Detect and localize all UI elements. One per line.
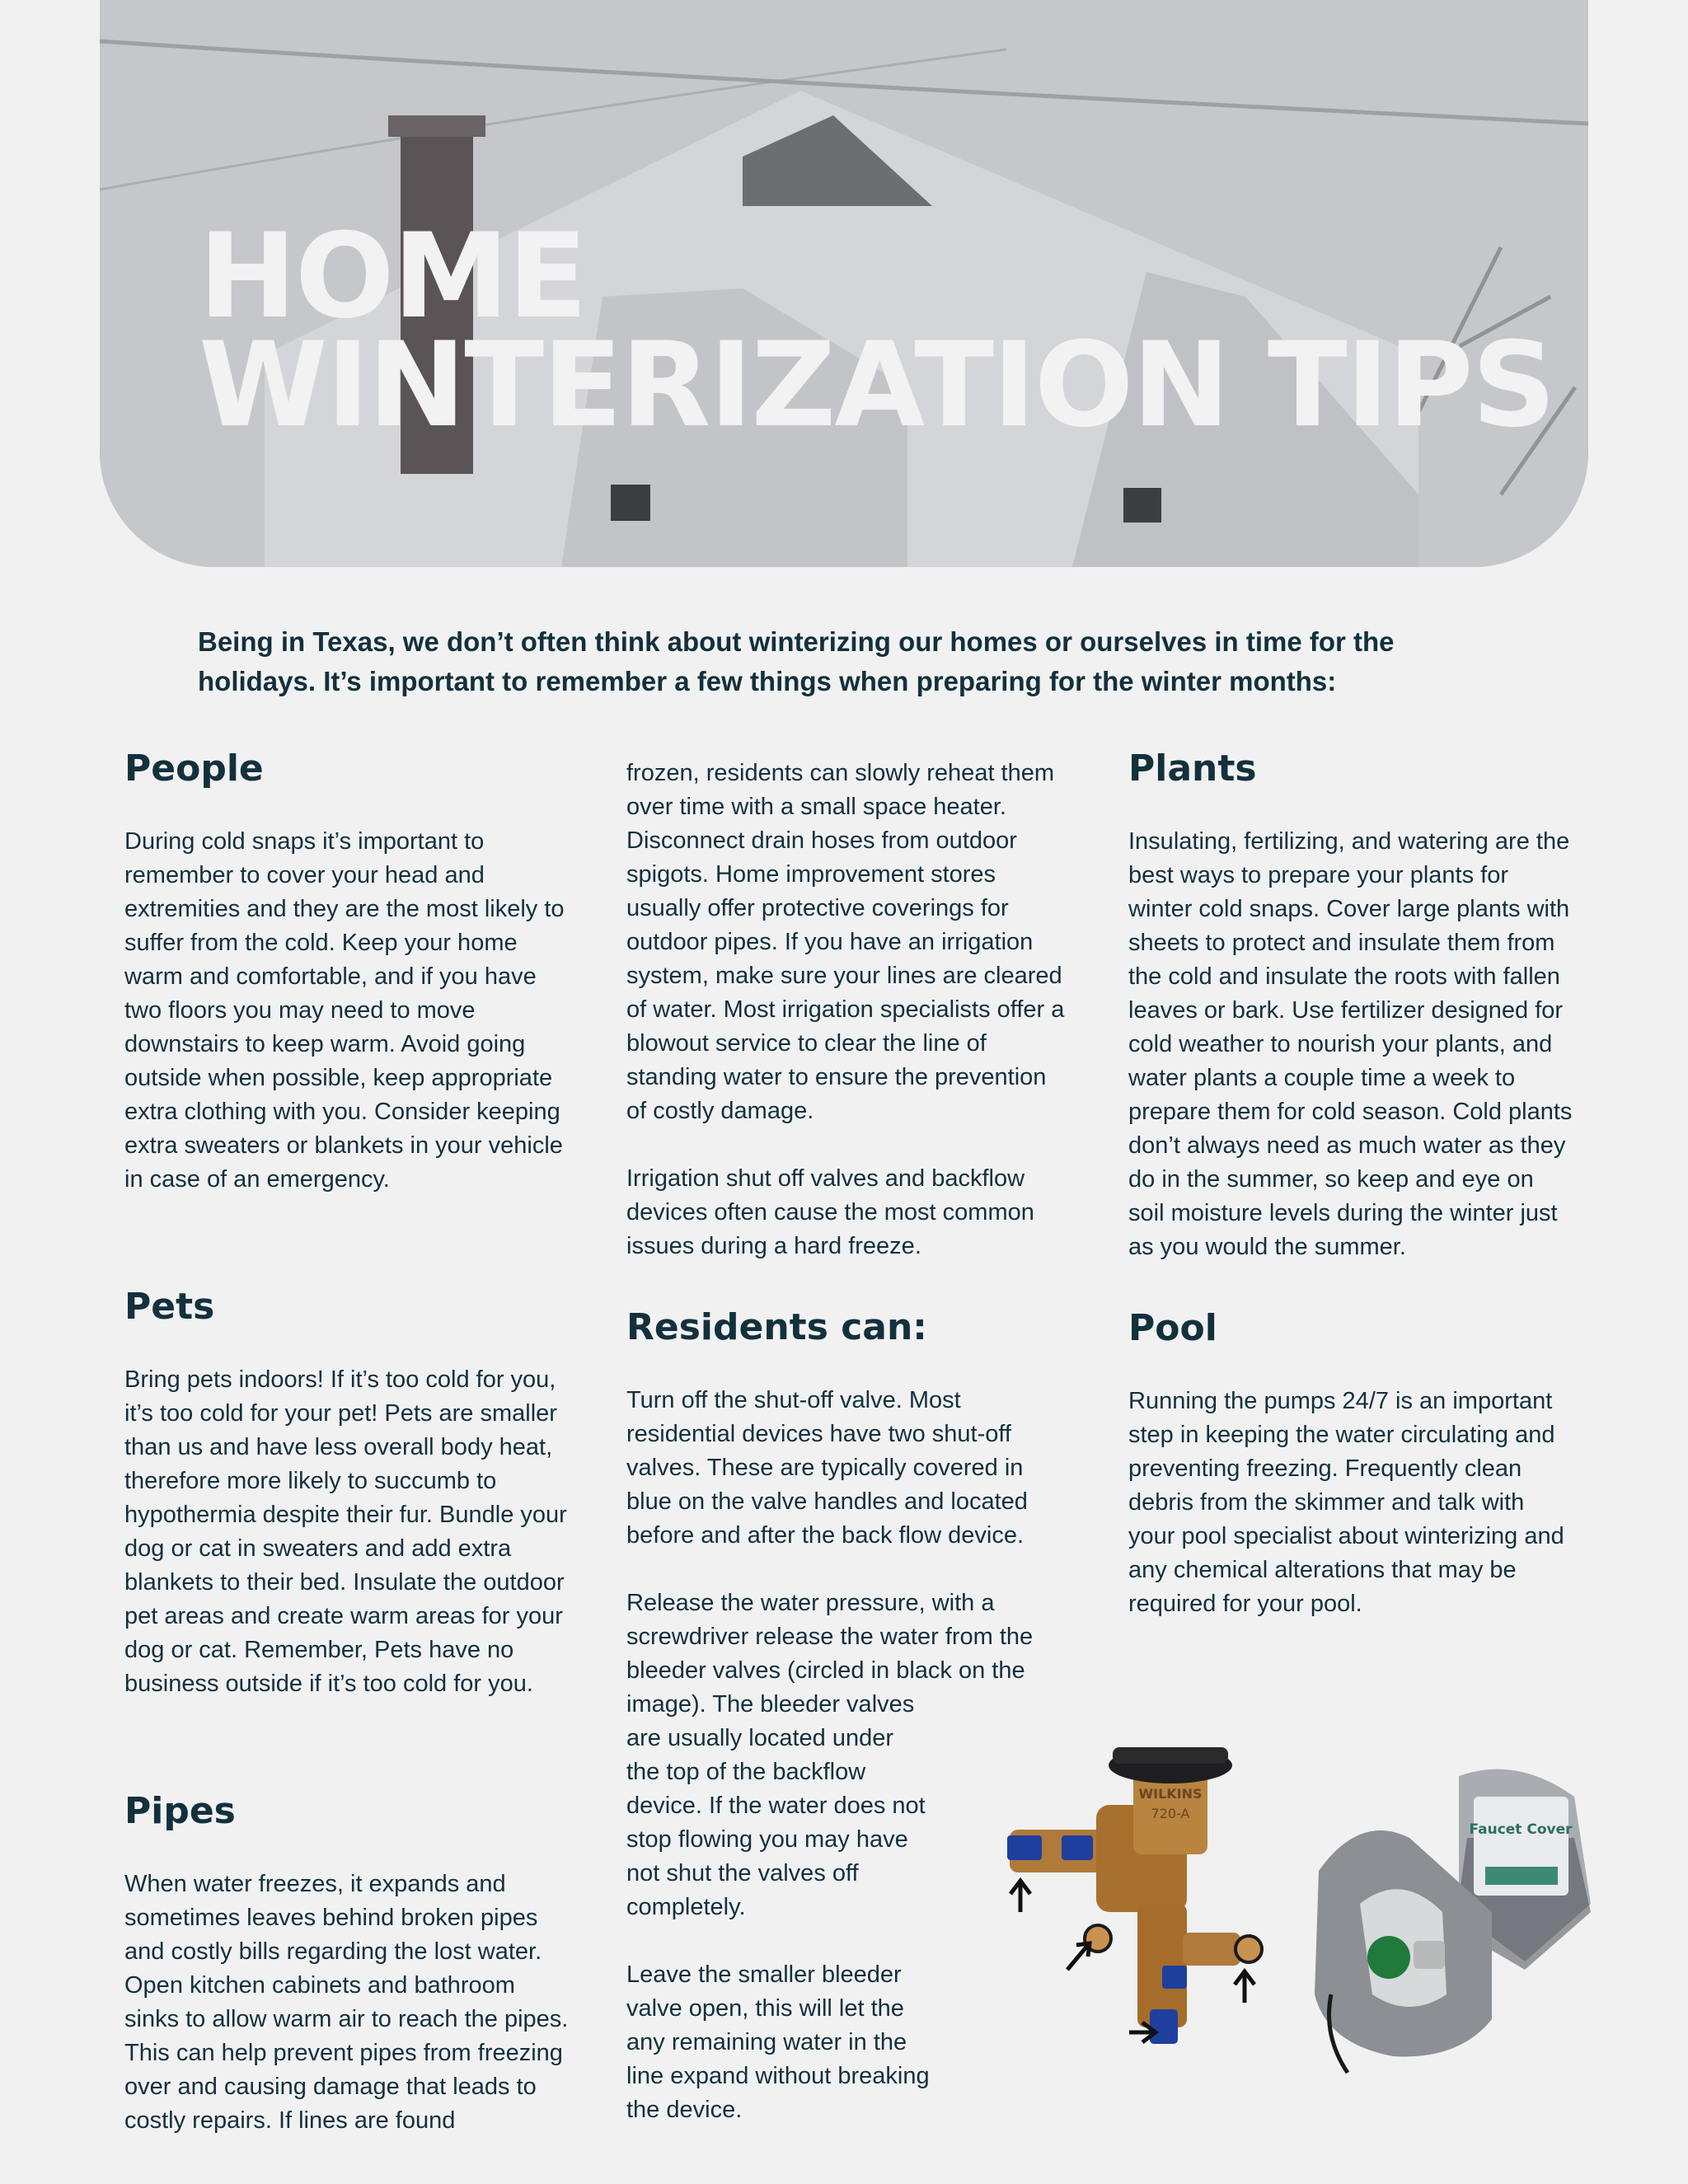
plants-heading: Plants — [1128, 748, 1257, 790]
pets-body: Bring pets indoors! If it’s too cold for you, it’s too cold for your pet! Pets are smaller than us and have less overall body heat, therefore more likely to succumb to hypothermia despite their fur. Bundle your dog or cat in sweaters and add extra blankets to their bed. Insulate the outdoor pet areas and create warm areas for your dog or cat. Remember, Pets have no business outside if it’s too cold for you. — [124, 1366, 567, 1697]
people-body: During cold snaps it’s important to remember to cover your head and extremities and they are the most likely to suffer from the cold. Keep your home warm and comfortable, and if you have two floors you may need to move downstairs to keep warm. Avoid going outside when possible, keep appropriate extra clothing with you. Consider keeping extra sweaters or blankets in your vehicle in case of an emergency. — [124, 828, 565, 1193]
column-3 — [1128, 746, 1573, 1621]
faucet-cover-label: Faucet Cover — [1469, 1821, 1573, 1838]
title-line-1: HOME — [199, 209, 586, 344]
pipes-body: When water freezes, it expands and sometimes leaves behind broken pipes and costly bills regarding the lost water. Open kitchen cabinets and bathroom sinks to allow warm air to reach the pipes. This can help prevent pipes from freezing over and causing damage that leads to costly repairs. If lines are found — [124, 1871, 569, 2134]
residents-step-2a: Release the water pressure, with a screwdriver release the water from the bleeder valves (circled in black on the — [626, 1590, 1034, 1684]
backflow-device-icon — [1007, 1747, 1262, 2044]
intro-text: Being in Texas, we don’t often think about winterizing our homes or ourselves in time for the holidays. It’s important to remember a few things when preparing for the winter months: — [198, 626, 1395, 696]
pool-body: Running the pumps 24/7 is an important step in keeping the water circulating and preventing freezing. Frequently clean debris from the skimmer and talk with your pool specialist about winterizing and any chemical alterations that may be required for your pool. — [1128, 1388, 1564, 1617]
title-line-2: WINTERIZATION TIPS — [199, 317, 1554, 453]
pool-heading: Pool — [1128, 1307, 1217, 1349]
residents-heading: Residents can: — [626, 1306, 927, 1348]
page-title — [199, 209, 1554, 453]
residents-step-1: Turn off the shut-off valve. Most residential devices have two shut-off valves. These are typically covered in blue on the valve handles and located before and after the back flow device. — [626, 1387, 1028, 1549]
column-1 — [124, 746, 570, 2138]
valve-brand-label: WILKINS — [1138, 1786, 1203, 1802]
faucet-cover-icon — [1315, 1769, 1591, 2073]
residents-step-2b: image). The bleeder valves are usually located under the top of the backflow device. If the water does not stop flowing you may have not shut the valves off completely. — [626, 1691, 926, 1920]
pipes-body-continued: frozen, residents can slowly reheat them over time with a small space heater. Disconnect drain hoses from outdoor spigots. Home improvement stores usually offer protective coverings for outdoor pipes. If you have an irrigation system, make sure your lines are cleared of water. Most irrigation specialists offer a blowout service to clear the line of standing water to ensure the prevention of costly damage. — [626, 760, 1065, 1124]
pipes-heading: Pipes — [124, 1790, 236, 1832]
pets-heading: Pets — [124, 1286, 215, 1328]
valve-model-label: 720-A — [1151, 1806, 1190, 1821]
pipes-body-continued-2: Irrigation shut off valves and backflow devices often cause the most common issues during a hard freeze. — [626, 1165, 1034, 1259]
backflow-and-faucet-cover-illustration — [997, 1747, 1599, 2077]
people-heading: People — [124, 748, 264, 790]
plants-body: Insulating, fertilizing, and watering are the best ways to prepare your plants for winter cold snaps. Cover large plants with sheets to protect and insulate them from the cold and insulate the roots with fallen leaves or bark. Use fertilizer designed for cold weather to nourish your plants, and water plants a couple time a week to prepare them for cold season. Cold plants don’t always need as much water as they do in the summer, so keep and eye on soil moisture levels during the winter just as you would the summer. — [1128, 828, 1573, 1260]
residents-step-3: Leave the smaller bleeder valve open, this will let the any remaining water in the line expand without breaking the device. — [626, 1961, 930, 2123]
hero-banner — [100, 0, 1588, 567]
